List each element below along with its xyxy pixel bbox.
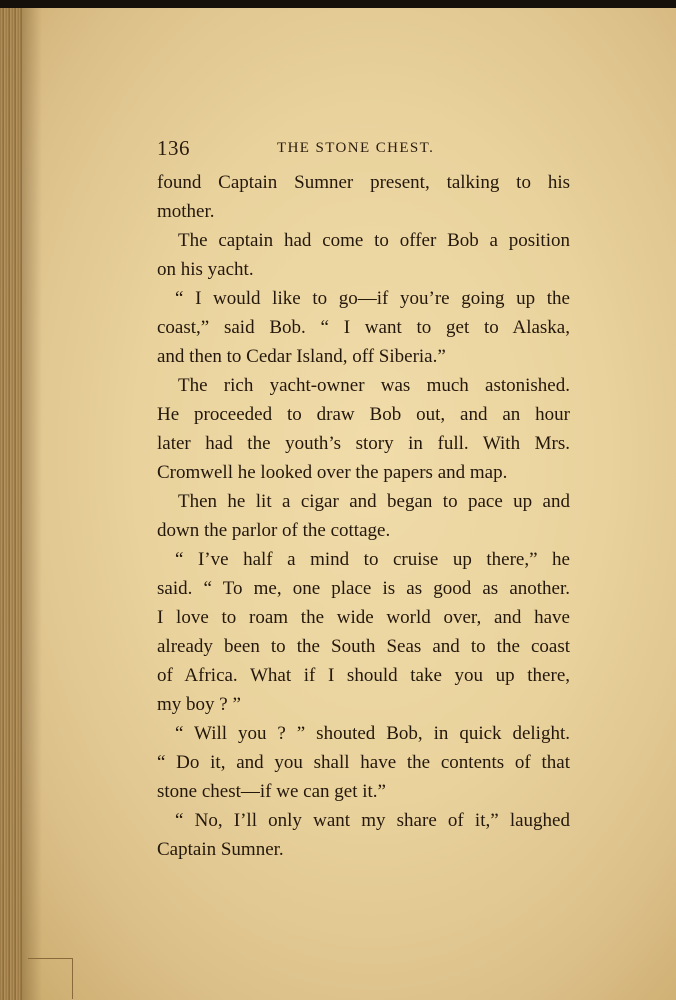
text-line: of Africa. What if I should take you up there, <box>157 665 570 686</box>
body-text <box>157 168 570 864</box>
text-line: already been to the South Seas and to the coast <box>157 636 570 657</box>
text-line: “ Will you ? ” shouted Bob, in quick delight. <box>175 723 570 744</box>
page-edge-stack <box>0 8 22 1000</box>
text-line: mother. <box>157 201 215 222</box>
page-corner-mark <box>28 958 73 999</box>
text-line: “ I’ve half a mind to cruise up there,” he <box>175 549 570 570</box>
page-number: 136 <box>157 136 190 160</box>
text-line: my boy ? ” <box>157 694 241 715</box>
text-line: said. “ To me, one place is as good as another. <box>157 578 570 599</box>
text-line: Then he lit a cigar and began to pace up and <box>178 491 570 512</box>
text-line: stone chest—if we can get it.” <box>157 781 386 802</box>
running-head: THE STONE CHEST. <box>277 140 435 156</box>
text-line: The captain had come to offer Bob a position <box>178 230 570 251</box>
text-line: “ I would like to go—if you’re going up the <box>175 288 570 309</box>
text-line: later had the youth’s story in full. With Mrs. <box>157 433 570 454</box>
top-dark-border <box>0 0 676 8</box>
text-line: I love to roam the wide world over, and have <box>157 607 570 628</box>
text-line: on his yacht. <box>157 259 254 280</box>
text-line: Captain Sumner. <box>157 839 284 860</box>
gutter-shadow <box>22 8 42 1000</box>
text-line: found Captain Sumner present, talking to his <box>157 172 570 193</box>
text-line: and then to Cedar Island, off Siberia.” <box>157 346 446 367</box>
text-line: He proceeded to draw Bob out, and an hour <box>157 404 570 425</box>
text-line: “ No, I’ll only want my share of it,” laughed <box>175 810 570 831</box>
text-line: The rich yacht-owner was much astonished. <box>178 375 570 396</box>
text-line: down the parlor of the cottage. <box>157 520 391 541</box>
text-line: coast,” said Bob. “ I want to get to Alaska, <box>157 317 570 338</box>
page-header <box>157 136 570 160</box>
text-line: “ Do it, and you shall have the contents of that <box>157 752 570 773</box>
text-line: Cromwell he looked over the papers and map. <box>157 462 508 483</box>
